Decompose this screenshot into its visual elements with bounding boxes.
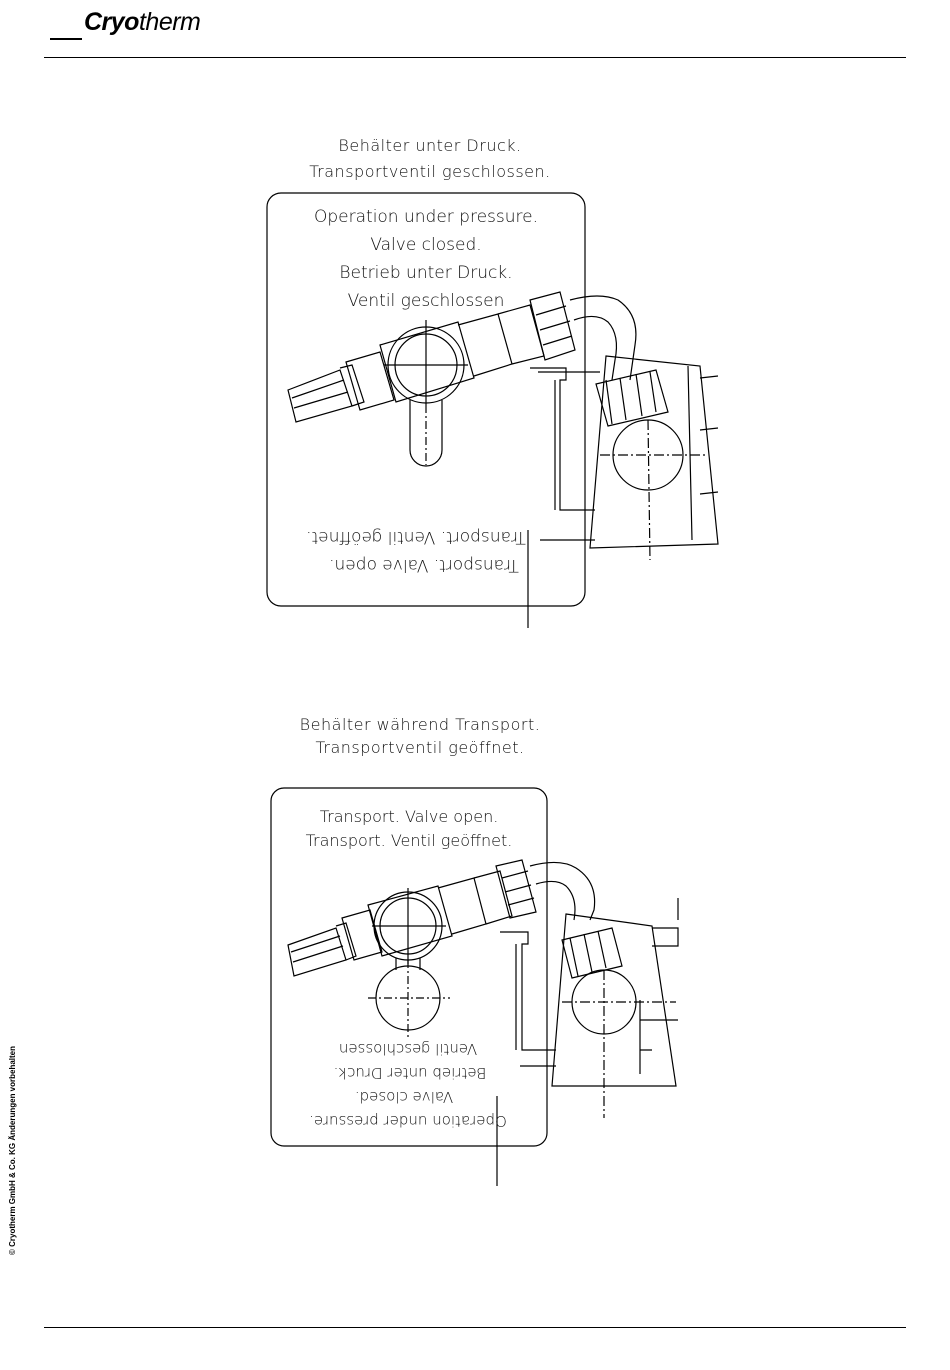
figure2-plate-inverted-line4: Operation under pressure. — [309, 1112, 507, 1130]
figure2-caption-line2: Transportventil geöffnet. — [315, 738, 525, 757]
figure1-plate-line3: Betrieb unter Druck. — [339, 263, 513, 283]
logo-wordmark: Cryotherm — [84, 8, 201, 36]
figure1-plate-inverted-line1: Transport. Ventil geöffnet. — [306, 527, 526, 547]
figure2-plate-inverted-line2: Betrieb unter Druck. — [333, 1064, 487, 1082]
figure2-plate-inverted-line3: Valve closed. — [354, 1088, 454, 1106]
figure1-plate-line2: Valve closed. — [370, 235, 482, 255]
figure1-plate-line4: Ventil geschlossen — [347, 291, 505, 311]
figure2-plate-inverted-line1: Ventil geschlossen — [338, 1040, 478, 1058]
figure1-caption-line2: Transportventil geschlossen. — [309, 162, 551, 181]
figure1-plate-line1: Operation under pressure. — [313, 207, 539, 227]
footer-divider — [44, 1327, 906, 1328]
figure1-caption-line1: Behälter unter Druck. — [338, 136, 522, 155]
figure2-plate-line1: Transport. Valve open. — [319, 807, 499, 826]
figure1-plate-inverted-line2: Transport. Valve open. — [329, 555, 519, 575]
figure2-plate-line2: Transport. Ventil geöffnet. — [305, 831, 513, 850]
figure2-caption-line1: Behälter während Transport. — [299, 715, 541, 734]
copyright-notice: © Cryotherm GmbH & Co. KG Änderungen vorbehalten — [8, 1045, 17, 1255]
